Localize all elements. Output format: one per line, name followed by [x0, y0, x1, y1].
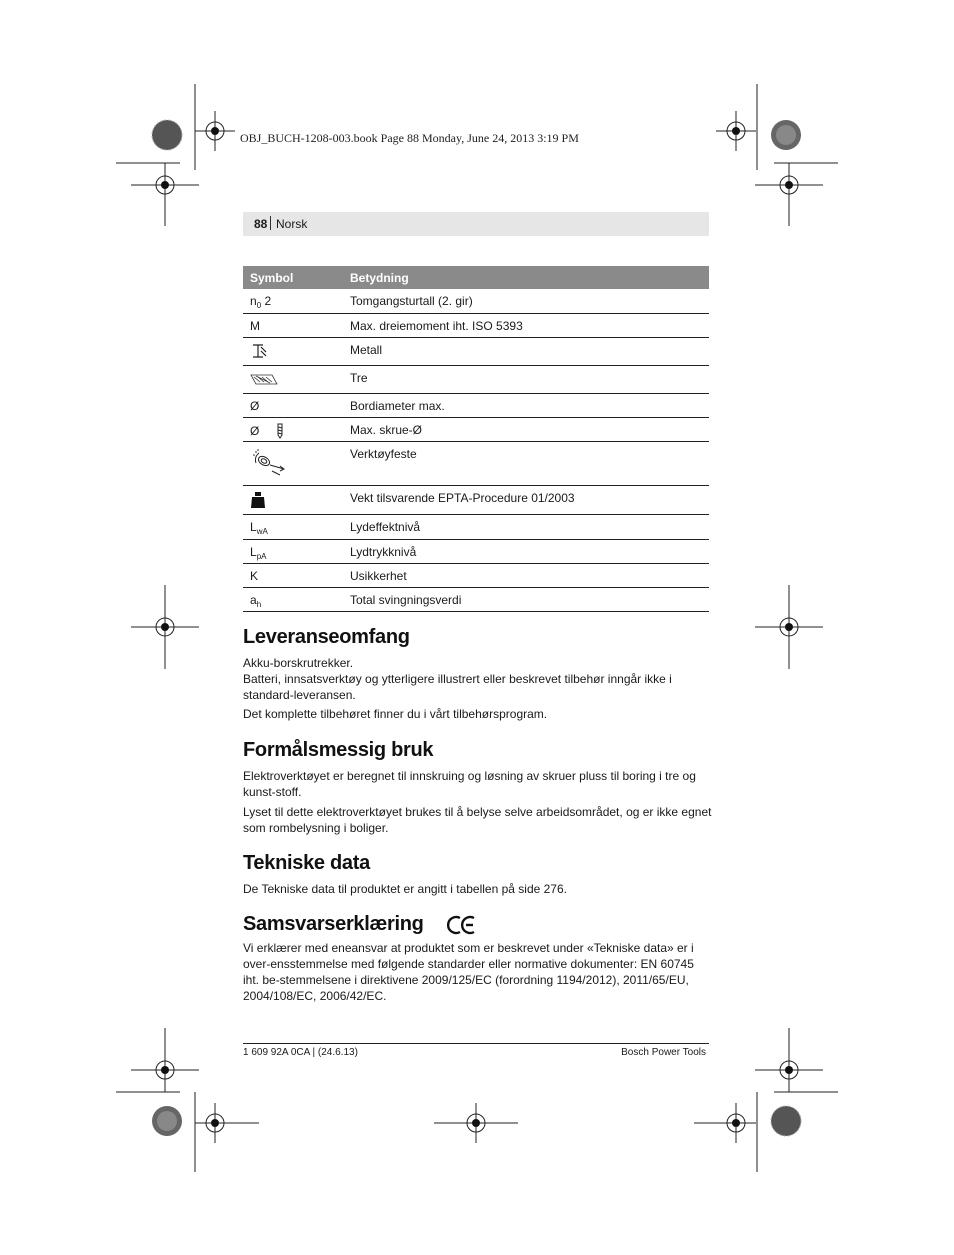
meaning-cell: Tre	[343, 365, 709, 393]
metal-icon	[250, 343, 268, 359]
symbol-cell: K	[243, 563, 343, 587]
section-formalsmessig-bruk	[243, 739, 713, 836]
paragraph: Batteri, innsatsverktøy og ytterligere illustrert eller beskrevet tilbehør inngår ikke i standard-leveransen.	[243, 672, 672, 702]
table-row	[243, 563, 709, 587]
symbol-cell: Ø	[243, 417, 343, 441]
symbol-cell	[243, 365, 343, 393]
book-header: OBJ_BUCH-1208-003.book Page 88 Monday, June 24, 2013 3:19 PM	[240, 131, 579, 145]
table-row	[243, 365, 709, 393]
table-row	[243, 485, 709, 514]
section-title: Tekniske data	[243, 852, 370, 874]
footer-right: Bosch Power Tools	[621, 1047, 706, 1058]
paragraph: Akku-borskrutrekker.	[243, 656, 354, 670]
meaning-cell: Bordiameter max.	[343, 393, 709, 417]
weight-icon	[250, 491, 266, 509]
header-separator	[270, 216, 271, 230]
meaning-cell: Lydeffektnivå	[343, 514, 709, 539]
symbol-cell: M	[243, 313, 343, 337]
page-header	[243, 212, 709, 236]
table-row	[243, 289, 709, 313]
meaning-cell: Total svingningsverdi	[343, 587, 709, 611]
symbol-cell: $L_{pA}$	[243, 539, 343, 563]
table-row	[243, 514, 709, 539]
meaning-column-header: Betydning	[343, 266, 709, 289]
paragraph: Det komplette tilbehøret finner du i vårt tilbehørsprogram.	[243, 707, 548, 721]
table-row	[243, 441, 709, 485]
paragraph: De Tekniske data til produktet er angitt i tabellen på side 276.	[243, 882, 567, 896]
table-row	[243, 417, 709, 441]
section-tekniske-data	[243, 852, 713, 897]
meaning-cell: Lydtrykknivå	[343, 539, 709, 563]
meaning-cell: Usikkerhet	[343, 563, 709, 587]
meaning-cell: Max. skrue-Ø	[343, 417, 709, 441]
tool-holder-icon	[250, 447, 290, 479]
symbol-cell: $a_h$	[243, 587, 343, 611]
table-row	[243, 313, 709, 337]
footer-left: 1 609 92A 0CA | (24.6.13)	[243, 1047, 358, 1058]
meaning-cell: Vekt tilsvarende EPTA-Procedure 01/2003	[343, 485, 709, 514]
section-leveranseomfang	[243, 626, 713, 722]
symbol-cell: $n_0$ 2	[243, 289, 343, 313]
meaning-cell: Verktøyfeste	[343, 441, 709, 485]
meaning-cell: Metall	[343, 337, 709, 365]
screw-icon	[275, 423, 285, 439]
table-row	[243, 587, 709, 611]
ce-mark-icon	[447, 915, 477, 935]
meaning-cell: Tomgangsturtall (2. gir)	[343, 289, 709, 313]
symbol-column-header: Symbol	[243, 266, 343, 289]
paragraph: Vi erklærer med eneansvar at produktet som er beskrevet under «Tekniske data» er i over-ensstemmelse med følgende standarder eller normative dokumenter: EN 60745 iht. be-stemmelsene i direktivene 2009/125/EC (forordning 1194/2012), 2011/65/EU, 2004/108/EC, 2006/42/EC.	[243, 941, 694, 1003]
symbol-cell	[243, 337, 343, 365]
symbol-cell: $L_{wA}$	[243, 514, 343, 539]
section-title: Samsvarserklæring	[243, 913, 713, 936]
section-samsvarserklaering	[243, 913, 713, 1004]
table-row	[243, 337, 709, 365]
page-number: 88	[254, 217, 268, 231]
table-row	[243, 539, 709, 563]
symbol-cell: Ø	[243, 393, 343, 417]
wood-icon	[250, 371, 278, 387]
footer-rule	[243, 1043, 709, 1044]
paragraph: Lyset til dette elektroverktøyet brukes til å belyse selve arbeidsområdet, og er ikke egnet som rombelysning i boliger.	[243, 805, 712, 835]
section-title: Leveranseomfang	[243, 626, 410, 648]
page-language: Norsk	[276, 217, 308, 231]
symbol-cell	[243, 441, 343, 485]
paragraph: Elektroverktøyet er beregnet til innskruing og løsning av skruer pluss til boring i tre og kunst-stoff.	[243, 769, 696, 799]
symbol-cell	[243, 485, 343, 514]
table-row	[243, 393, 709, 417]
symbol-table	[243, 266, 709, 612]
meaning-cell: Max. dreiemoment iht. ISO 5393	[343, 313, 709, 337]
section-title: Formålsmessig bruk	[243, 739, 434, 761]
